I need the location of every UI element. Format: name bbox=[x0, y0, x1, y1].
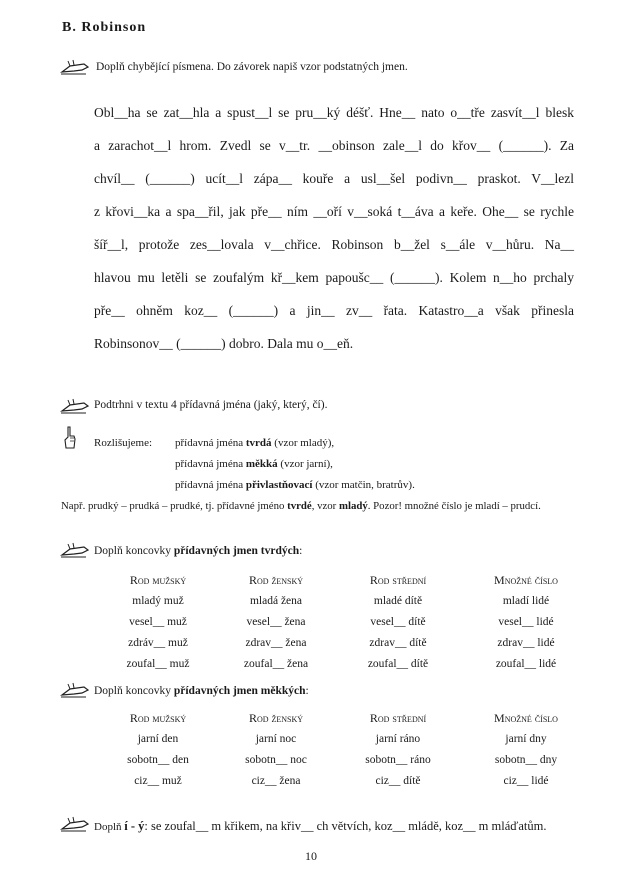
table-cell: ciz__ žena bbox=[251, 775, 301, 787]
table-cell: jarní dny bbox=[505, 733, 547, 745]
table-column bbox=[466, 708, 586, 792]
passage-line: chvíl__ (______) ucít__l zápa__ kouře a usl__šel podivn__ praskot. V__lezl bbox=[94, 171, 574, 186]
table-cell: zdrav__ žena bbox=[245, 637, 307, 649]
table-cell: ciz__ muž bbox=[134, 775, 182, 787]
table-cell: jarní ráno bbox=[375, 733, 421, 745]
table-cell: zoufal__ žena bbox=[243, 658, 309, 670]
table-column bbox=[98, 708, 218, 792]
column-header: Rod střední bbox=[369, 711, 427, 725]
table-column bbox=[98, 570, 218, 675]
table-cell: sobotn__ ráno bbox=[365, 754, 431, 766]
table-cell: mladé dítě bbox=[373, 595, 423, 607]
column-header: Množné číslo bbox=[494, 711, 558, 725]
column-header: Rod ženský bbox=[248, 573, 304, 587]
passage-line: Robinsonov__ (______) dobro. Dala mu o__eň. bbox=[94, 336, 354, 351]
passage-line: Obl__ha se zat__hla a spust__l se pru__ký déšť. Hne__ nato o__tře zasvít__l blesk bbox=[94, 105, 574, 120]
task2-instruction: Podtrhni v textu 4 přídavná jména (jaký, který, čí). bbox=[94, 399, 328, 411]
table-cell: vesel__ dítě bbox=[370, 616, 426, 628]
rule-example: Např. prudký – prudká – prudké, tj. přídavné jméno tvrdé, vzor mladý. Pozor! množné číslo je mladí – prudcí. bbox=[61, 500, 541, 512]
column-header: Rod mužský bbox=[129, 711, 187, 725]
table-column bbox=[338, 708, 458, 792]
writing-hand-icon bbox=[60, 815, 90, 833]
table-cell: mladá žena bbox=[249, 595, 303, 607]
table-cell: vesel__ muž bbox=[129, 616, 187, 628]
table-cell: zoufal__ lidé bbox=[495, 658, 557, 670]
table-cell: zdrav__ lidé bbox=[497, 637, 555, 649]
rule-item: přídavná jména přivlastňovací (vzor matčin, bratrův). bbox=[175, 479, 415, 491]
table-cell: zdrav__ dítě bbox=[369, 637, 427, 649]
table-cell: jarní noc bbox=[255, 733, 297, 745]
task5-exercise: Doplň í - ý: se zoufal__ m křikem, na křiv__ ch větvích, koz__ mládě, koz__ m mláďatům. bbox=[94, 819, 547, 833]
writing-hand-icon bbox=[60, 681, 90, 699]
rule-label: Rozlišujeme: bbox=[94, 437, 153, 449]
pointing-finger-icon bbox=[62, 426, 78, 450]
table-cell: ciz__ dítě bbox=[375, 775, 421, 787]
column-header: Množné číslo bbox=[494, 573, 558, 587]
page-title: B. Robinson bbox=[62, 20, 147, 35]
passage-line: z křovi__ka a spa__řil, jak pře__ ním __oří v__soká t__áva a keře. Ohe__ se rychle bbox=[94, 204, 574, 219]
column-header: Rod ženský bbox=[248, 711, 304, 725]
table-cell: mladý muž bbox=[132, 595, 184, 607]
rule-item: přídavná jména měkká (vzor jarní), bbox=[175, 458, 333, 470]
table-cell: sobotn__ den bbox=[127, 754, 189, 766]
table-cell: zdráv__ muž bbox=[128, 637, 188, 649]
table-cell: zoufal__ muž bbox=[126, 658, 190, 670]
task1-instruction: Doplň chybějící písmena. Do závorek napiš vzor podstatných jmen. bbox=[96, 61, 408, 73]
table-cell: zoufal__ dítě bbox=[367, 658, 429, 670]
passage-line: pře__ ohněm koz__ (______) a jin__ zv__ řata. Katastro__a však přinesla bbox=[94, 303, 574, 318]
passage-line: šíř__l, protože zes__lovala v__chřice. Robinson b__žel s__ále v__hůru. Na__ bbox=[94, 237, 574, 252]
table-column bbox=[216, 570, 336, 675]
table-column bbox=[338, 570, 458, 675]
table-cell: sobotn__ dny bbox=[494, 754, 558, 766]
table-cell: vesel__ lidé bbox=[498, 616, 554, 628]
writing-hand-icon bbox=[60, 397, 90, 415]
writing-hand-icon bbox=[60, 58, 90, 76]
column-header: Rod mužský bbox=[129, 573, 187, 587]
table-cell: vesel__ žena bbox=[246, 616, 306, 628]
table-cell: ciz__ lidé bbox=[503, 775, 549, 787]
passage-line: a zarachot__l hrom. Zvedl se v__tr. __obinson zale__l do křov__ (______). Za bbox=[94, 138, 574, 153]
table-cell: jarní den bbox=[137, 733, 179, 745]
task3-instruction: Doplň koncovky přídavných jmen tvrdých: bbox=[94, 545, 303, 557]
passage-line: hlavou mu letěli se zoufalým kř__kem papoušc__ (______). Kolem n__ho prchaly bbox=[94, 270, 574, 285]
table-column bbox=[466, 570, 586, 675]
column-header: Rod střední bbox=[369, 573, 427, 587]
table-cell: sobotn__ noc bbox=[245, 754, 307, 766]
rule-item: přídavná jména tvrdá (vzor mladý), bbox=[175, 437, 335, 449]
writing-hand-icon bbox=[60, 541, 90, 559]
page-number: 10 bbox=[305, 849, 317, 863]
table-column bbox=[216, 708, 336, 792]
task4-instruction: Doplň koncovky přídavných jmen měkkých: bbox=[94, 685, 309, 697]
table-cell: mladí lidé bbox=[502, 595, 550, 607]
